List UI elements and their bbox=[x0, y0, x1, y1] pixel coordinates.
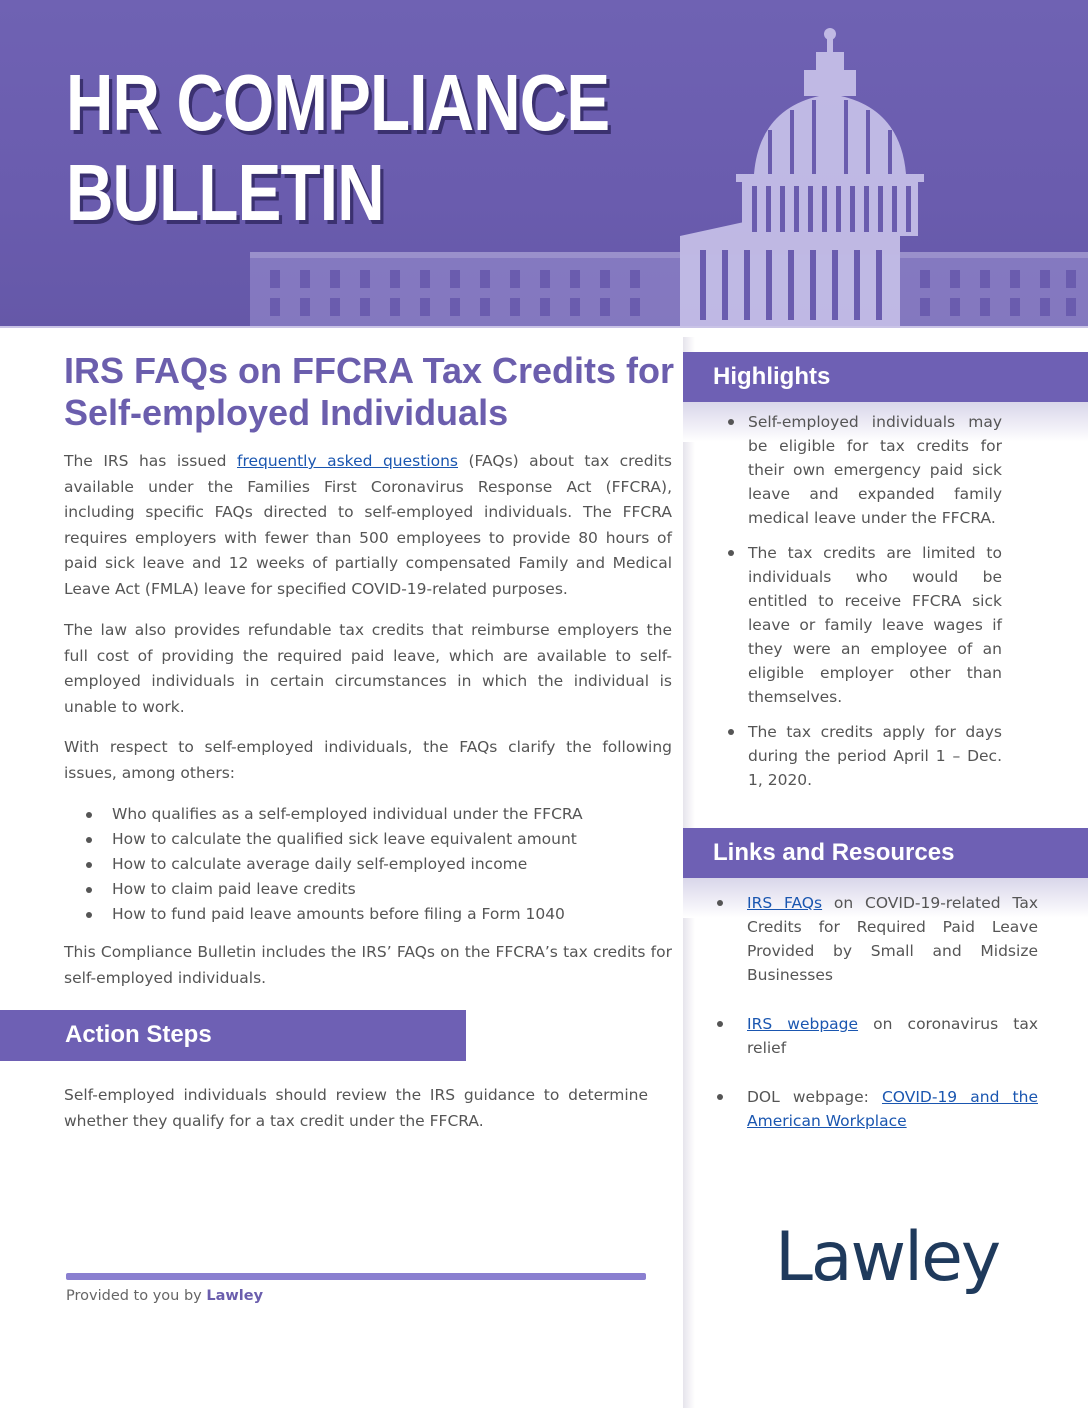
bullet-dot-icon bbox=[717, 1021, 723, 1027]
list-item-text: Who qualifies as a self-employed individual under the FFCRA bbox=[112, 805, 583, 823]
masthead-line-1: HR COMPLIANCE bbox=[66, 58, 610, 147]
bullet-dot-icon bbox=[728, 550, 734, 556]
list-item-text: on coronavirus tax relief bbox=[747, 1015, 1038, 1057]
lawley-logo: Lawley bbox=[775, 1218, 1000, 1297]
list-item-text: Self-employed individuals may be eligible for tax credits for their own emergency paid sick leave and expanded family medical leave under the FFCRA. bbox=[748, 413, 1002, 527]
bullet-dot-icon bbox=[728, 419, 734, 425]
list-item bbox=[748, 541, 1002, 709]
article-paragraph-1 bbox=[64, 449, 672, 602]
bullet-dot-icon bbox=[728, 729, 734, 735]
action-steps-text: Self-employed individuals should review the IRS guidance to determine whether they qualify for a tax credit under the FFCRA. bbox=[64, 1086, 648, 1130]
list-item-text: How to calculate average daily self-employed income bbox=[112, 855, 528, 873]
list-item-text: How to claim paid leave credits bbox=[112, 880, 356, 898]
bullet-dot-icon bbox=[86, 912, 92, 918]
provided-by-company: Lawley bbox=[206, 1288, 264, 1304]
list-item bbox=[747, 1012, 1038, 1060]
dol-covid-link[interactable]: COVID-19 and the American Workplace bbox=[747, 1088, 1038, 1130]
paragraph-text: (FAQs) about tax credits available under the Families First Coronavirus Response Act (FFCRA), including specific FAQs directed to self-employed individuals. The FFCRA requires employers with fewer than 500 employees to provide 80 hours of paid sick leave and 12 weeks of partially compensated Family and Medical Leave Act (FMLA) leave for specified COVID-19-related purposes. bbox=[64, 452, 673, 598]
provided-by-line bbox=[66, 1288, 263, 1304]
masthead-line-2: BULLETIN bbox=[66, 148, 384, 237]
provided-by-text: Provided to you by bbox=[66, 1288, 207, 1304]
highlights-banner bbox=[683, 352, 1088, 402]
bullet-dot-icon bbox=[86, 837, 92, 843]
article-paragraph-2: The law also provides refundable tax credits that reimburse employers the full cost of providing the required paid leave, which are available to self-employed individuals in certain circumstances in which the individual is unable to work. bbox=[64, 621, 672, 716]
list-item-text: How to calculate the qualified sick leave equivalent amount bbox=[112, 830, 577, 848]
issues-list bbox=[64, 802, 664, 927]
faq-link[interactable]: frequently asked questions bbox=[237, 452, 459, 470]
bulletin-header bbox=[0, 0, 1088, 328]
list-item-text: How to fund paid leave amounts before filing a Form 1040 bbox=[112, 905, 565, 923]
action-steps-heading: Action Steps bbox=[65, 1021, 212, 1048]
bullet-dot-icon bbox=[86, 862, 92, 868]
bullet-dot-icon bbox=[86, 812, 92, 818]
list-item-text: DOL webpage: bbox=[747, 1088, 882, 1106]
footer-divider bbox=[66, 1273, 646, 1280]
article-paragraph-4: This Compliance Bulletin includes the IRS’ FAQs on the FFCRA’s tax credits for self-employed individuals. bbox=[64, 943, 672, 987]
bullet-dot-icon bbox=[717, 1094, 723, 1100]
list-item bbox=[748, 410, 1002, 530]
list-item-text: The tax credits are limited to individuals who would be entitled to receive FFCRA sick leave or family leave wages if they were an employee of an eligible employer other than themselves. bbox=[748, 544, 1002, 706]
action-steps-banner bbox=[0, 1010, 466, 1061]
irs-faqs-link[interactable]: IRS FAQs bbox=[747, 894, 823, 912]
links-resources-heading: Links and Resources bbox=[713, 839, 955, 866]
links-list bbox=[747, 891, 1038, 1158]
highlights-list bbox=[748, 410, 1002, 803]
links-resources-banner bbox=[683, 828, 1088, 878]
bullet-dot-icon bbox=[717, 900, 723, 906]
list-item bbox=[64, 852, 664, 877]
irs-webpage-link[interactable]: IRS webpage bbox=[747, 1015, 859, 1033]
article-title: IRS FAQs on FFCRA Tax Credits for Self-employed Individuals bbox=[64, 350, 675, 433]
bullet-dot-icon bbox=[86, 887, 92, 893]
bulletin-masthead-title bbox=[66, 58, 609, 238]
list-item bbox=[748, 720, 1002, 792]
highlights-heading: Highlights bbox=[713, 363, 831, 390]
paragraph-text: The IRS has issued bbox=[64, 452, 238, 470]
list-item bbox=[64, 877, 664, 902]
article-paragraph-3: With respect to self-employed individuals, the FAQs clarify the following issues, among others: bbox=[64, 738, 672, 782]
list-item bbox=[64, 902, 664, 927]
list-item bbox=[64, 827, 664, 852]
list-item bbox=[64, 802, 664, 827]
header-divider bbox=[0, 326, 1088, 328]
list-item-text: on COVID-19-related Tax Credits for Required Paid Leave Provided by Small and Midsize Businesses bbox=[747, 894, 1038, 984]
list-item-text: The tax credits apply for days during the period April 1 – Dec. 1, 2020. bbox=[748, 723, 1002, 789]
list-item bbox=[747, 1085, 1038, 1133]
list-item bbox=[747, 891, 1038, 987]
